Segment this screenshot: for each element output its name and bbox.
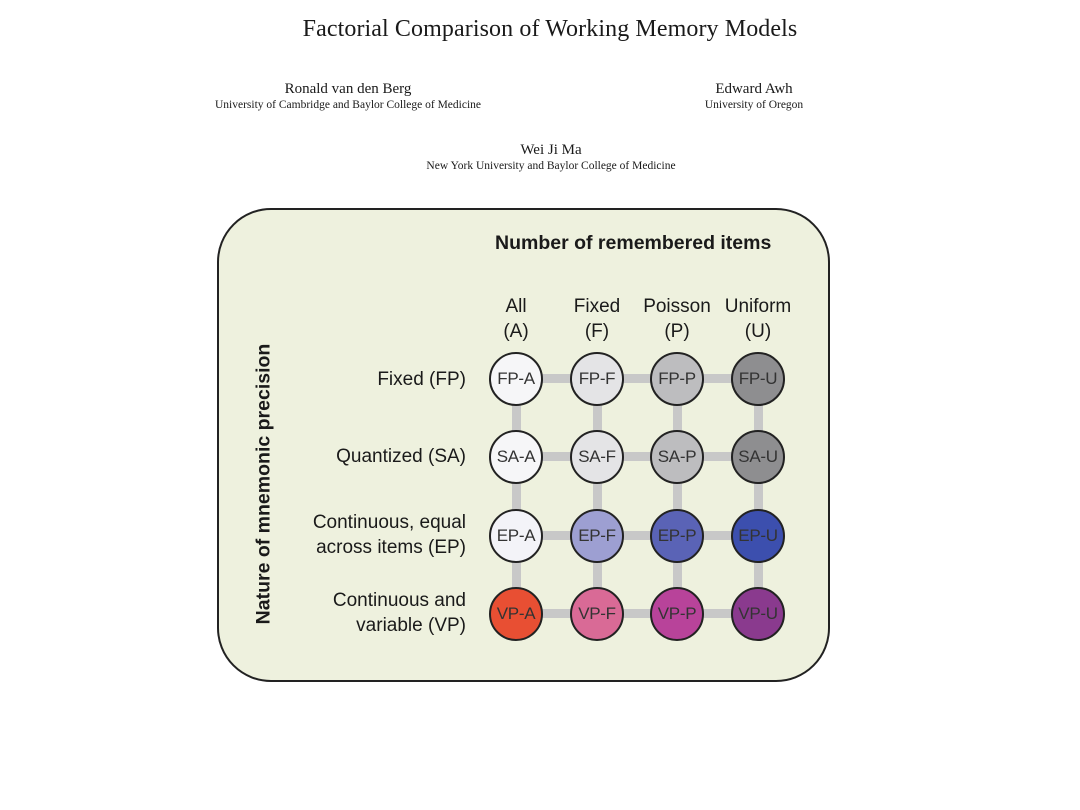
- model-circle-fp-f: FP-F: [570, 352, 624, 406]
- column-axis-heading: Number of remembered items: [495, 232, 772, 254]
- column-label-uniform: [708, 294, 808, 344]
- row-label-line: Fixed (FP): [377, 369, 466, 390]
- grid-line: [516, 452, 758, 461]
- model-circle-fp-a: FP-A: [489, 352, 543, 406]
- model-circle-sa-f: SA-F: [570, 430, 624, 484]
- column-label-code: (U): [744, 321, 772, 342]
- row-label-line: Quantized (SA): [336, 446, 466, 467]
- author-affiliation: University of Cambridge and Baylor College of Medicine: [214, 99, 482, 111]
- grid-line: [516, 531, 758, 540]
- author-block: [390, 141, 712, 173]
- author-name: Wei Ji Ma: [520, 142, 582, 158]
- grid-line: [516, 609, 758, 618]
- model-circle-fp-u: FP-U: [731, 352, 785, 406]
- grid-line: [673, 378, 682, 614]
- grid-line: [512, 378, 521, 614]
- author-affiliation: University of Oregon: [704, 99, 804, 111]
- model-circle-sa-u: SA-U: [731, 430, 785, 484]
- model-circle-ep-a: EP-A: [489, 509, 543, 563]
- column-label-code: (P): [664, 321, 690, 342]
- row-label-line: Continuous, equal: [312, 512, 466, 533]
- model-circle-fp-p: FP-P: [650, 352, 704, 406]
- column-label-name: Poisson: [643, 296, 711, 317]
- model-circle-vp-a: VP-A: [489, 587, 543, 641]
- row-label-variable: [333, 588, 466, 638]
- model-circle-vp-u: VP-U: [731, 587, 785, 641]
- grid-line: [516, 374, 758, 383]
- model-circle-vp-f: VP-F: [570, 587, 624, 641]
- grid-line: [593, 378, 602, 614]
- column-label-code: (A): [503, 321, 529, 342]
- row-label-line: across items (EP): [316, 537, 466, 558]
- model-circle-vp-p: VP-P: [650, 587, 704, 641]
- author-name: Edward Awh: [715, 81, 793, 97]
- model-circle-ep-p: EP-P: [650, 509, 704, 563]
- column-label-name: Uniform: [724, 296, 792, 317]
- author-block: [680, 80, 828, 112]
- grid-line: [754, 378, 763, 614]
- row-label-quantized: [336, 444, 466, 469]
- paper-title: Factorial Comparison of Working Memory Models: [302, 16, 798, 42]
- row-label-equal: [313, 510, 466, 560]
- row-label-line: Continuous and: [332, 590, 466, 611]
- model-circle-ep-u: EP-U: [731, 509, 785, 563]
- model-circle-ep-f: EP-F: [570, 509, 624, 563]
- model-circle-sa-p: SA-P: [650, 430, 704, 484]
- column-label-code: (F): [584, 321, 610, 342]
- row-label-line: variable (VP): [356, 615, 466, 636]
- model-circle-sa-a: SA-A: [489, 430, 543, 484]
- author-name: Ronald van den Berg: [284, 81, 412, 97]
- row-label-fixed: [377, 367, 466, 392]
- author-block: [178, 80, 518, 112]
- column-label-name: All: [505, 296, 527, 317]
- column-label-name: Fixed: [573, 296, 621, 317]
- row-axis-heading-text: Nature of mnemonic precision: [252, 343, 275, 625]
- author-affiliation: New York University and Baylor College of Medicine: [426, 160, 676, 172]
